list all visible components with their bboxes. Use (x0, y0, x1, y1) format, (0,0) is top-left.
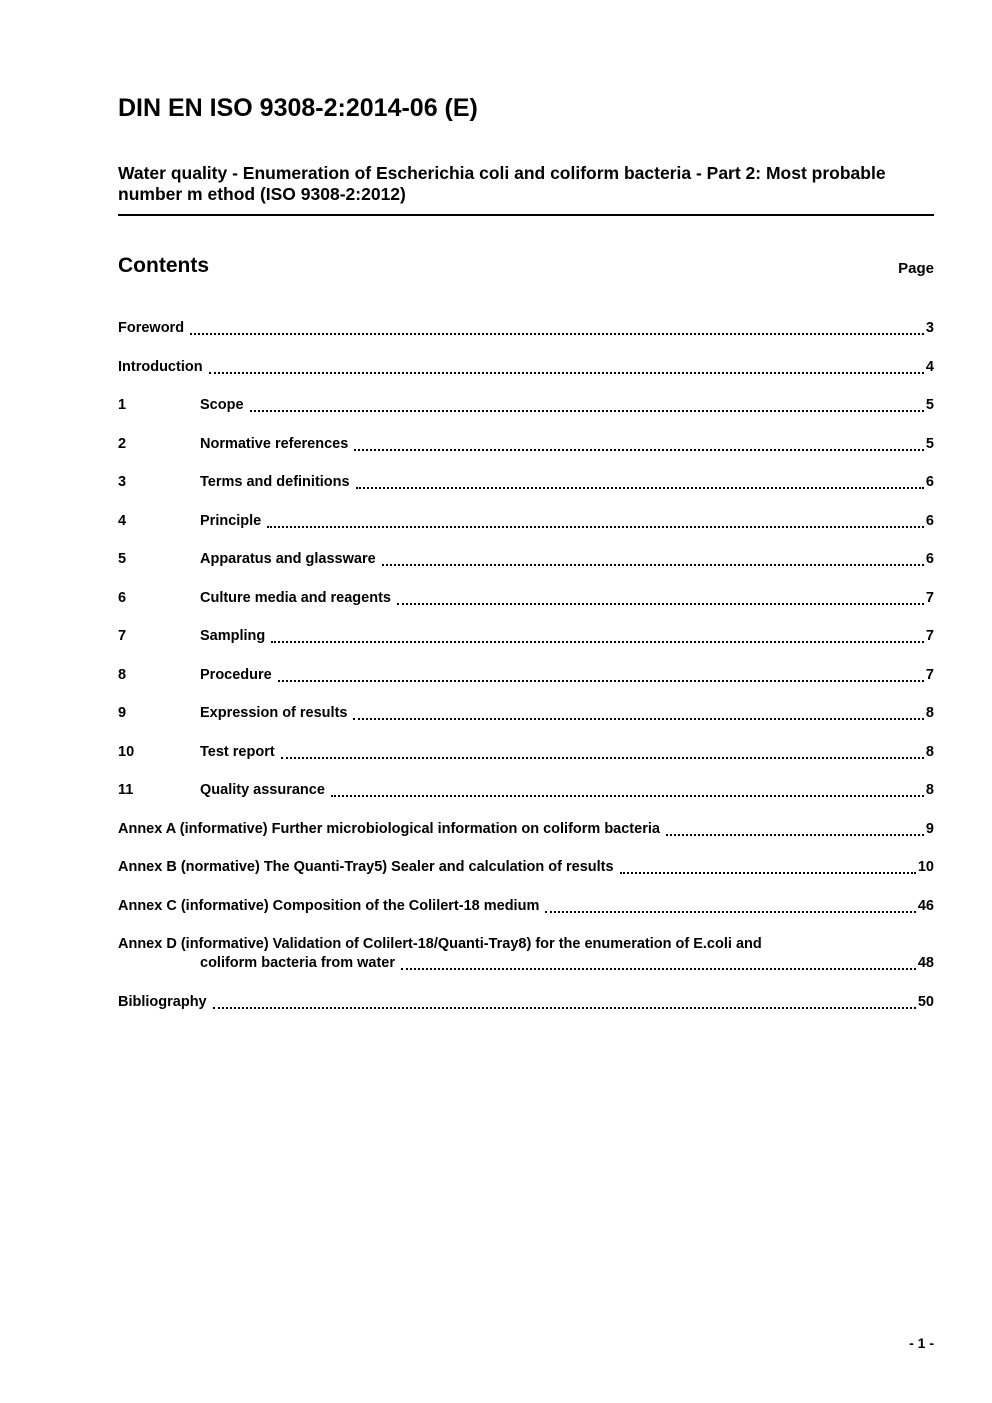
toc-page-number: 7 (925, 628, 934, 645)
toc-entry-label: Normative references (200, 435, 349, 452)
toc-dot-leader (545, 911, 916, 913)
toc-dot-leader (209, 372, 924, 374)
toc-section-number: 4 (118, 512, 127, 529)
toc-dot-leader (190, 333, 924, 335)
toc-dot-leader (271, 641, 924, 643)
toc-section-number: 9 (118, 705, 127, 722)
toc-page-number: 7 (925, 589, 934, 606)
toc-page-number: 8 (925, 705, 934, 722)
toc-page-number: 48 (917, 955, 934, 972)
toc-row-annex-a (118, 820, 934, 839)
document-title: DIN EN ISO 9308-2:2014-06 (E) (118, 94, 478, 122)
toc-entry-label: Quality assurance (200, 782, 325, 799)
page-content (118, 0, 934, 1031)
toc-entry-label: Expression of results (200, 705, 348, 722)
toc-entry-label: Sampling (200, 628, 266, 645)
toc-row-foreword (118, 319, 934, 338)
toc-page-number: 8 (925, 782, 934, 799)
toc-dot-leader (213, 1007, 916, 1009)
toc-dot-leader (354, 449, 924, 451)
toc-entry-label: Culture media and reagents (200, 589, 391, 606)
toc-section-number: 7 (118, 628, 127, 645)
toc-dot-leader (382, 564, 924, 566)
toc-section-number: 1 (118, 397, 127, 414)
contents-header-row (118, 254, 934, 277)
toc-dot-leader (281, 757, 924, 759)
toc-dot-leader (353, 718, 923, 720)
toc-page-number: 4 (925, 358, 934, 375)
toc-row-annex-c (118, 897, 934, 916)
toc-row-procedure (118, 666, 934, 685)
toc-dot-leader (250, 410, 924, 412)
toc-row-terms-and-definitions (118, 473, 934, 492)
toc-section-number: 3 (118, 474, 127, 491)
toc-entry-line2 (118, 954, 934, 973)
toc-row-introduction (118, 358, 934, 377)
toc-page-number: 3 (925, 320, 934, 337)
toc-dot-leader (397, 603, 924, 605)
toc-page-number: 6 (925, 551, 934, 568)
toc-row-sampling (118, 627, 934, 646)
toc-entry-label: Introduction (118, 358, 203, 375)
toc-row-principle (118, 512, 934, 531)
toc-row-culture-media-and-reagents (118, 589, 934, 608)
toc-dot-leader (620, 872, 916, 874)
toc-row-annex-b (118, 858, 934, 877)
toc-section-number: 5 (118, 551, 127, 568)
toc-entry-label: Apparatus and glassware (200, 551, 376, 568)
toc-dot-leader (356, 487, 924, 489)
toc-row-bibliography (118, 993, 934, 1012)
toc-page-number: 50 (917, 993, 934, 1010)
toc-row-annex-d (118, 935, 934, 973)
toc-page-number: 46 (917, 897, 934, 914)
toc-page-number: 6 (925, 474, 934, 491)
toc-page-number: 8 (925, 743, 934, 760)
toc-row-normative-references (118, 435, 934, 454)
toc-entry-label: Foreword (118, 320, 185, 337)
toc-entry-label: Procedure (200, 666, 272, 683)
toc-entry-label: Annex B (normative) The Quanti-Tray5) Sealer and calculation of results (118, 859, 614, 876)
toc-row-expression-of-results (118, 704, 934, 723)
toc-entry-label: Scope (200, 397, 244, 414)
toc-page-number: 5 (925, 397, 934, 414)
toc-entry-label-line2: coliform bacteria from water (200, 955, 395, 972)
toc-section-number: 6 (118, 589, 127, 606)
toc-dot-leader (267, 526, 924, 528)
toc-dot-leader (666, 834, 924, 836)
toc-section-number: 8 (118, 666, 127, 683)
toc-page-number: 5 (925, 435, 934, 452)
toc-row-test-report (118, 743, 934, 762)
toc-section-number: 2 (118, 435, 127, 452)
toc-entry-label: Principle (200, 512, 262, 529)
toc-row-apparatus-and-glassware (118, 550, 934, 569)
toc-row-scope (118, 396, 934, 415)
footer-page-number: - 1 - (909, 1335, 934, 1351)
toc-dot-leader (331, 795, 924, 797)
toc-section-number: 10 (118, 743, 135, 760)
toc-section-number: 11 (118, 782, 134, 799)
contents-heading: Contents (118, 254, 209, 278)
table-of-contents (118, 319, 934, 1012)
toc-entry-label: Test report (200, 743, 275, 760)
toc-page-number: 10 (917, 859, 934, 876)
toc-entry-label-line1: Annex D (informative) Validation of Colilert-18/Quanti-Tray8) for the enumeration of E.coli and (118, 936, 762, 953)
toc-page-number: 9 (925, 820, 934, 837)
toc-entry-label: Terms and definitions (200, 474, 350, 491)
toc-dot-leader (278, 680, 924, 682)
page-column-label: Page (898, 259, 934, 277)
toc-page-number: 7 (925, 666, 934, 683)
toc-page-number: 6 (925, 512, 934, 529)
toc-dot-leader (401, 968, 916, 970)
toc-entry-label: Annex C (informative) Composition of the Colilert-18 medium (118, 897, 540, 914)
toc-entry-label: Bibliography (118, 993, 207, 1010)
toc-entry-label: Annex A (informative) Further microbiological information on coliform bacteria (118, 820, 660, 837)
toc-row-quality-assurance (118, 781, 934, 800)
document-subtitle: Water quality - Enumeration of Escherichia coli and coliform bacteria - Part 2: Most probable number m ethod (ISO 9308-2:2012) (118, 163, 934, 217)
